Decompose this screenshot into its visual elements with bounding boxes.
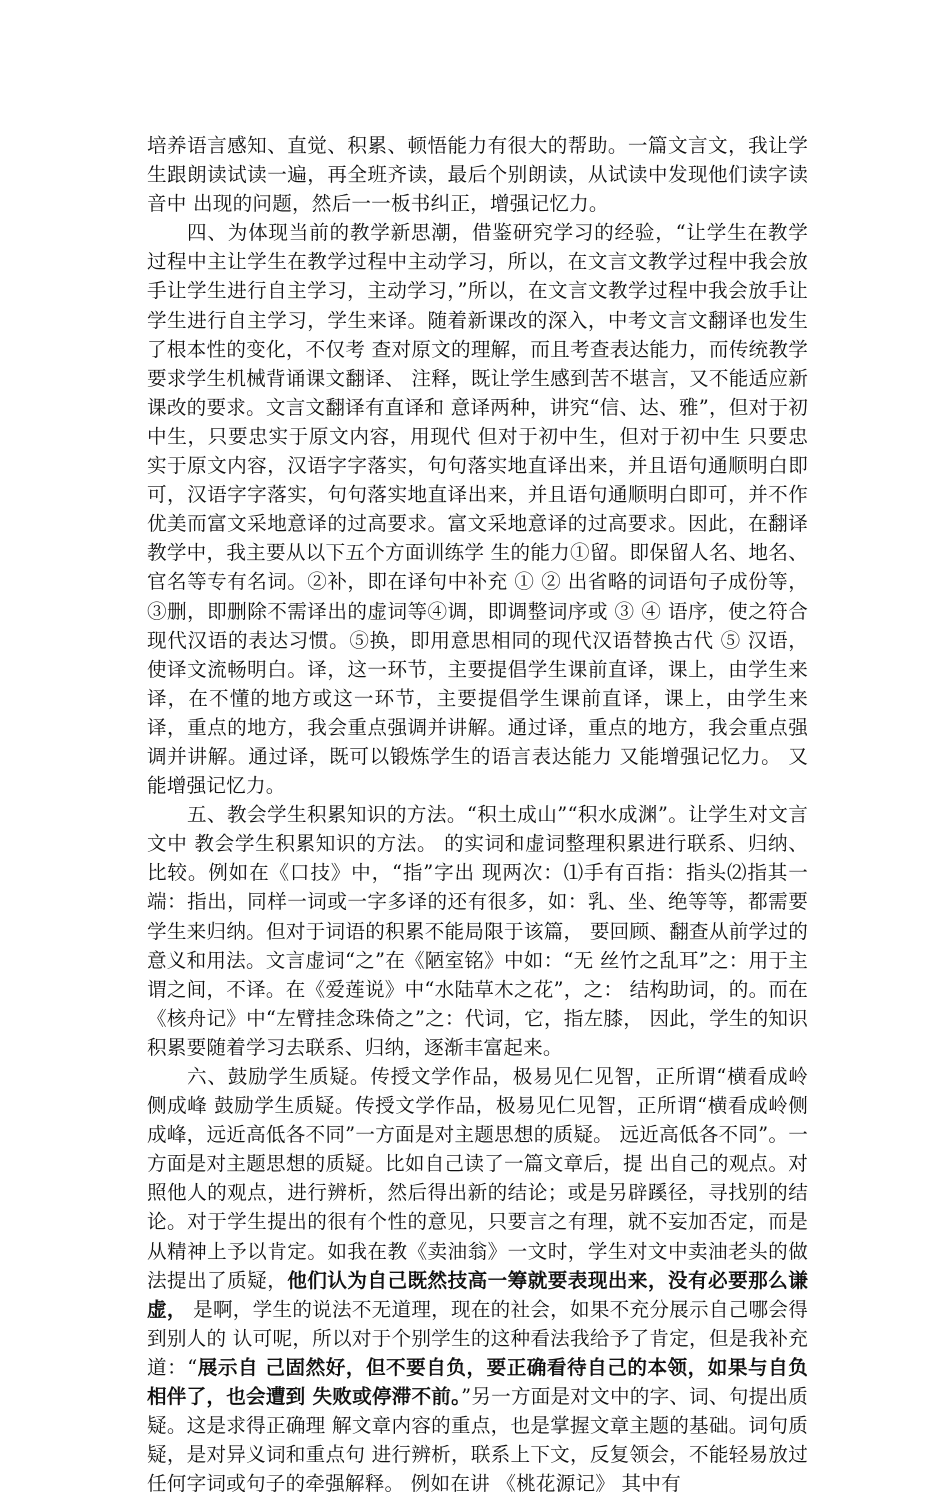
paragraph-section-six	[147, 1062, 808, 1498]
paragraph-text: 五、教会学生积累知识的方法。“积土成山”“积水成渊”。让学生对文言文中 教会学生积累知识的方法。 的实词和虚词整理积累进行联系、归纳、比较。例如在《口技》中，“指”字出 现两次：⑴手有百指：指头⑵指其一端：指出，同样一词或一字多译的还有很多，如：乳、坐、绝等等，都需要学生来归纳。但对于词语的积累不能局限于该篇， 要回顾、翻查从前学过的意义和用法。文言虚词“之”在《陋室铭》中如：“无 丝竹之乱耳”之：用于主谓之间，不译。在《爱莲说》中“水陆草木之花”，之： 结构助词，的。而在《核舟记》中“左臂挂念珠倚之”之：代词，它，指左膝， 因此，学生的知识积累要随着学习去联系、归纳，逐渐丰富起来。	[147, 803, 808, 1059]
paragraph-text: 六、鼓励学生质疑。传授文学作品，极易见仁见智，正所谓“横看成岭侧成峰 鼓励学生质疑。传授文学作品，极易见仁见智，正所谓“横看成岭侧成峰，远近高低各不同”一方面是对主题思想的质疑。 远近高低各不同”。一方面是对主题思想的质疑。比如自己读了一篇文章后，提 出自己的观点。对照他人的观点，进行辨析，然后得出新的结论；或是另辟蹊径，寻找别的结论。对于学生提出的很有个性的意见，只要言之有理，就不妄加否定，而是从精神上予以肯定。如我在教《卖油翁》一文时，学生对文中卖油老头的做 法提出了质疑，	[147, 1065, 808, 1292]
paragraph-intro	[147, 131, 808, 218]
paragraph-text: 是啊，学生的说法不无道理，现在的社会，如果不充分展示自己哪会得到别人的 认可呢，所以对于个别学生的这种看法我给予了肯定，但是我补充道：“	[147, 1297, 808, 1379]
paragraph-section-five	[147, 800, 808, 1062]
paragraph-text: 培养语言感知、直觉、积累、顿悟能力有很大的帮助。一篇文言文，我让学 生跟朗读试读一遍，再全班齐读，最后个别朗读，从试读中发现他们读字读音中 出现的问题，然后一一板书纠正，增强记忆力。	[147, 134, 808, 216]
paragraph-section-four	[147, 218, 808, 800]
bold-student-view: 他们认为自己既然技高一筹就要表现出来，没有必要那么谦虚，	[147, 1268, 808, 1321]
bold-teacher-advice: 展示自 己固然好，但不要自负，要正确看待自己的本领，如果与自负相伴了，也会遭到 失败或停滞不前。	[147, 1355, 808, 1409]
paragraph-text: 四、为体现当前的教学新思潮，借鉴研究学习的经验，“让学生在教学过程中主让学生在教学过程中主动学习，所以，在文言文教学过程中我会放手让学生进行自主学习，主动学习，”所以，在文言文教学过程中我会放手让学生进行自主学习，学生来译。随着新课改的深入，中考文言文翻译也发生了根本性的变化，不仅考 查对原文的理解，而且考查表达能力，而传统教学要求学生机械背诵课文翻译、 注释，既让学生感到苦不堪言，又不能适应新课改的要求。文言文翻译有直译和 意译两种，讲究“信、达、雅”，但对于初中生，只要忠实于原文内容，用现代 但对于初中生，但对于初中生 只要忠实于原文内容，汉语字字落实，句句落实地直译出来，并且语句通顺明白即可，汉语字字落实，句句落实地直译出来，并且语句通顺明白即可，并不作优美而富文采地意译的过高要求。富文采地意译的过高要求。因此，在翻译教学中，我主要从以下五个方面训练学 生的能力①留。即保留人名、地名、官名等专有名词。②补，即在译句中补充 ① ② 出省略的词语句子成份等，③删，即删除不需译出的虚词等④调，即调整词序或 ③ ④ 语序，使之符合现代汉语的表达习惯。⑤换，即用意思相同的现代汉语替换古代 ⑤ 汉语，使译文流畅明白。译，这一环节，主要提倡学生课前直译，课上，由学生来译，在不懂的地方或这一环节，主要提倡学生课前直译，课上，由学生来译，重点的地方，我会重点强调并讲解。通过译，重点的地方，我会重点强调并讲解。通过译，既可以锻炼学生的语言表达能力 又能增强记忆力。 又能增强记忆力。	[147, 221, 808, 798]
paragraph-text: ”另一方面是对文中的字、词、句提出质疑。这是求得正确理 解文章内容的重点，也是掌握文章主题的基础。词句质疑，是对异义词和重点句 进行辨析，联系上下文，反复领会，不能轻易放过任何字词或句子的牵强解释。 例如在讲 《桃花源记》 其中有	[147, 1385, 808, 1496]
